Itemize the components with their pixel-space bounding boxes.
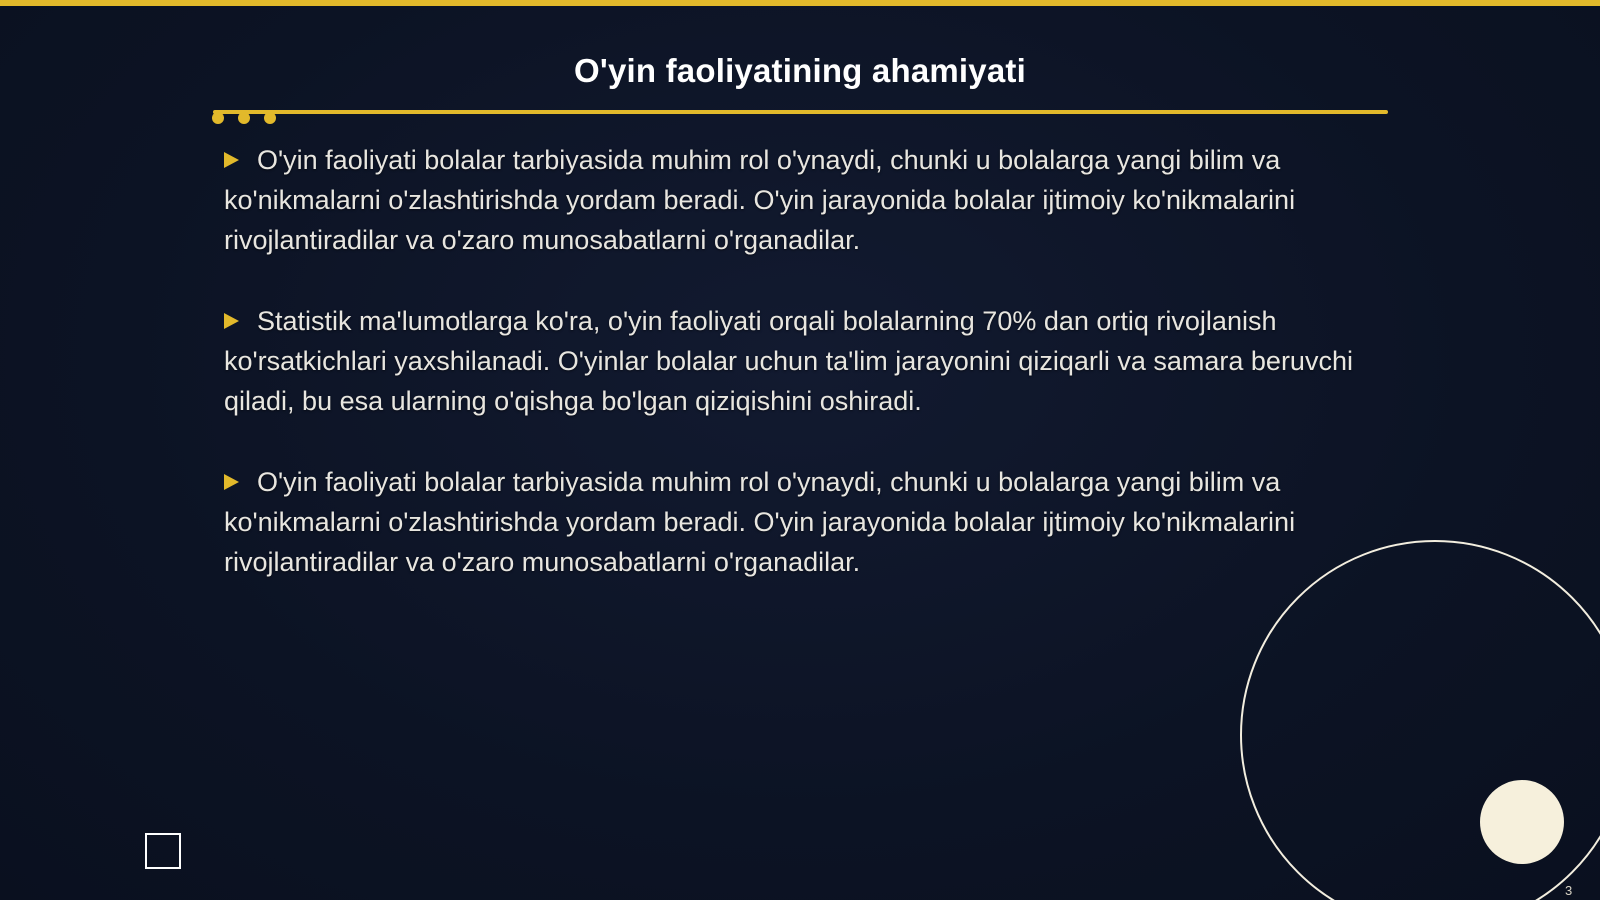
decor-dot (264, 112, 276, 124)
triangle-right-icon (224, 474, 239, 490)
triangle-right-icon (224, 152, 239, 168)
title-underline (213, 110, 1388, 114)
page-number: 3 (1565, 883, 1573, 898)
bullet-paragraph-3 (224, 462, 1374, 582)
bullet-list (224, 140, 1374, 623)
decor-filled-circle (1480, 780, 1564, 864)
bullet-paragraph-2 (224, 301, 1374, 421)
bullet-text: Statistik ma'lumotlarga ko'ra, o'yin faoliyati orqali bolalarning 70% dan ortiq rivojlanish ko'rsatkichlari yaxshilanadi. O'yinlar bolalar uchun ta'lim jarayonini qiziqarli va samara beruvchi qiladi, bu esa ularning o'qishga bo'lgan qiziqishini oshiradi. (224, 306, 1353, 416)
triangle-right-icon (224, 313, 239, 329)
top-accent-bar (0, 0, 1600, 6)
square-outline-icon (145, 833, 181, 869)
decor-dot (212, 112, 224, 124)
slide-title: O'yin faoliyatining ahamiyati (574, 52, 1026, 89)
bullet-paragraph-1 (224, 140, 1374, 260)
bullet-text: O'yin faoliyati bolalar tarbiyasida muhim rol o'ynaydi, chunki u bolalarga yangi bilim va ko'nikmalarni o'zlashtirishda yordam beradi. O'yin jarayonida bolalar ijtimoiy ko'nikmalarini rivojlantiradilar va o'zaro munosabatlarni o'rganadilar. (224, 145, 1296, 255)
bullet-text: O'yin faoliyati bolalar tarbiyasida muhim rol o'ynaydi, chunki u bolalarga yangi bilim va ko'nikmalarni o'zlashtirishda yordam beradi. O'yin jarayonida bolalar ijtimoiy ko'nikmalarini rivojlantiradilar va o'zaro munosabatlarni o'rganadilar. (224, 467, 1296, 577)
decor-dot (238, 112, 250, 124)
